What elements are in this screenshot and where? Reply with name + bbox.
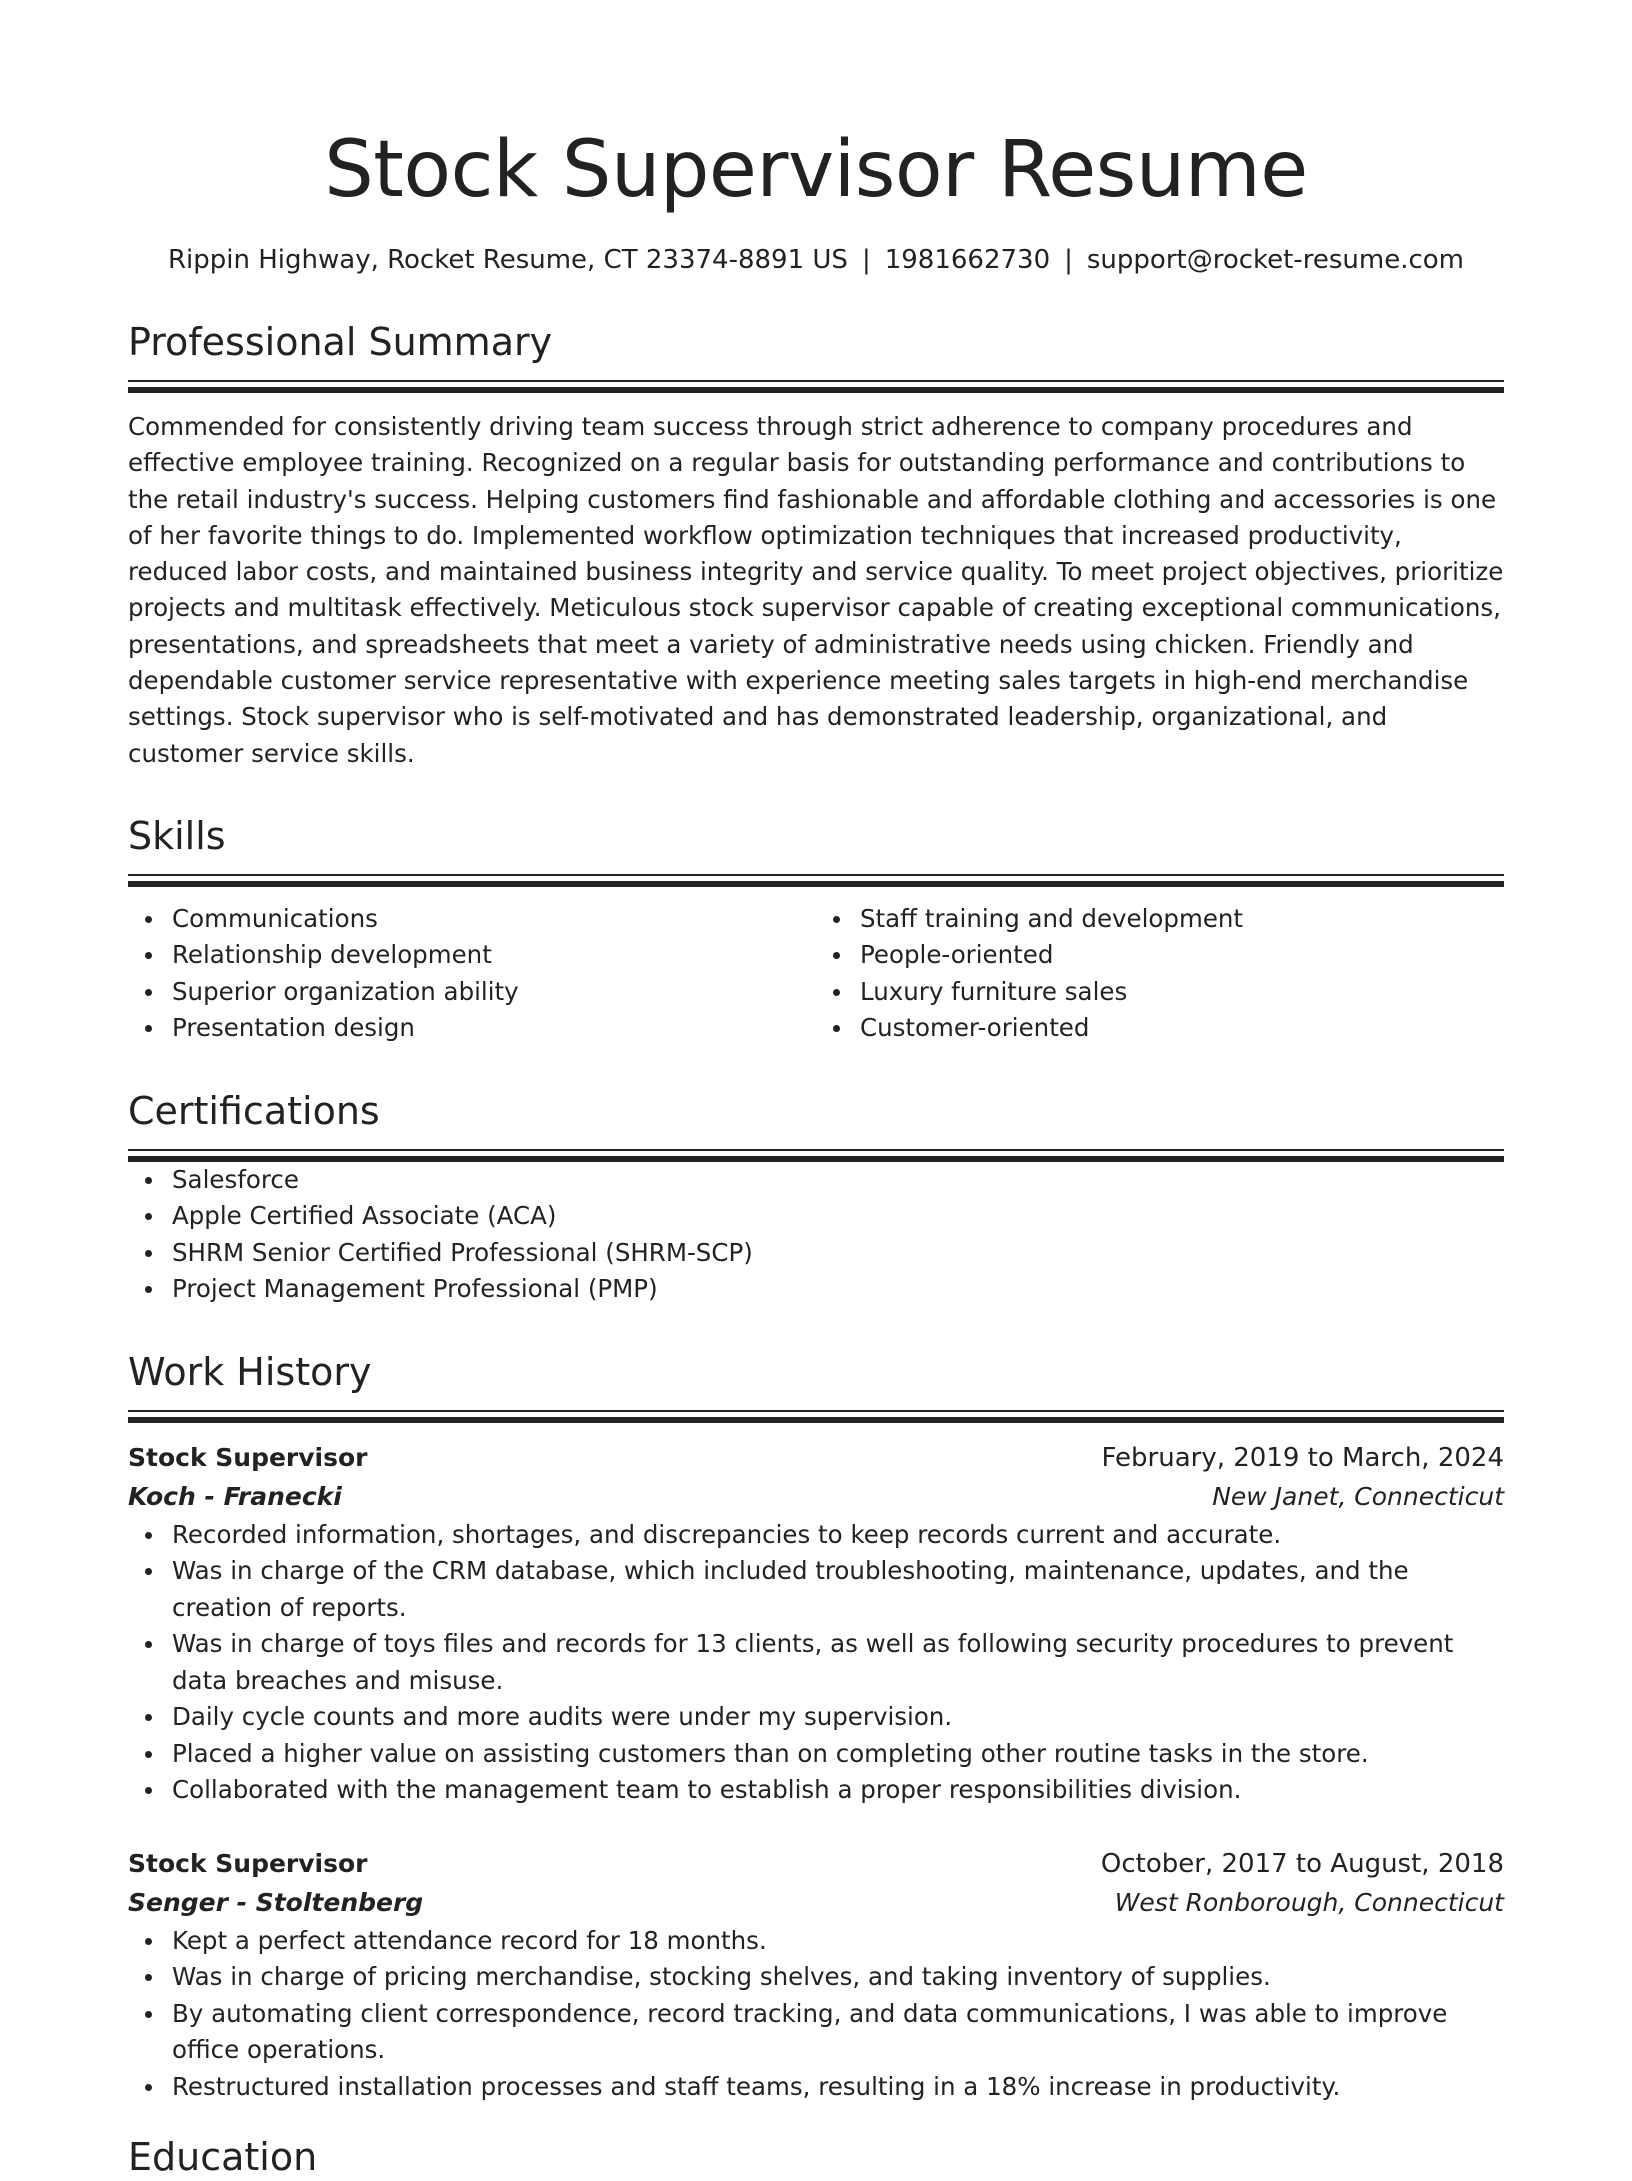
skills-grid bbox=[128, 901, 1504, 1047]
job-duty: Restructured installation processes and staff teams, resulting in a 18% increase in productivity. bbox=[172, 2069, 1504, 2106]
certification-item: Apple Certified Associate (ACA) bbox=[172, 1198, 1504, 1235]
job-duty: Was in charge of pricing merchandise, stocking shelves, and taking inventory of supplies. bbox=[172, 1959, 1504, 1996]
skills-section-header bbox=[128, 812, 1504, 887]
skills-column-left bbox=[128, 901, 816, 1047]
contact-separator: | bbox=[861, 245, 871, 275]
skill-item: Communications bbox=[172, 901, 816, 938]
job-dates: October, 2017 to August, 2018 bbox=[1100, 1848, 1504, 1879]
job-duty: Placed a higher value on assisting customers than on completing other routine tasks in the store. bbox=[172, 1736, 1504, 1773]
section-divider bbox=[128, 1410, 1504, 1423]
contact-separator: | bbox=[1064, 245, 1073, 275]
job-duty: Kept a perfect attendance record for 18 months. bbox=[172, 1923, 1504, 1960]
certification-item: SHRM Senior Certified Professional (SHRM-SCP) bbox=[172, 1235, 1504, 1272]
job-title: Stock Supervisor bbox=[128, 1442, 368, 1472]
contact-address: Rippin Highway, Rocket Resume, CT 23374-8891 US bbox=[167, 245, 848, 275]
skill-item: Superior organization ability bbox=[172, 974, 816, 1011]
contact-phone: 1981662730 bbox=[884, 245, 1051, 275]
job-duties-list bbox=[128, 1517, 1504, 1809]
job-employer-row bbox=[128, 1883, 1504, 1923]
job-dates: February, 2019 to March, 2024 bbox=[1101, 1442, 1504, 1473]
job-duty: By automating client correspondence, record tracking, and data communications, I was able to improve office operations. bbox=[172, 1996, 1504, 2069]
job-location: West Ronborough, Connecticut bbox=[1114, 1887, 1504, 1917]
job-duty: Recorded information, shortages, and discrepancies to keep records current and accurate. bbox=[172, 1517, 1504, 1554]
job-duty: Was in charge of the CRM database, which included troubleshooting, maintenance, updates, and the creation of reports. bbox=[172, 1553, 1504, 1626]
job-header-row bbox=[128, 1845, 1504, 1883]
certifications-section-header bbox=[128, 1087, 1504, 1162]
job-company: Senger - Stoltenberg bbox=[128, 1887, 424, 1917]
skill-item: Relationship development bbox=[172, 937, 816, 974]
section-divider bbox=[128, 380, 1504, 393]
job-title: Stock Supervisor bbox=[128, 1848, 368, 1878]
education-section-header bbox=[128, 2133, 1504, 2181]
section-title-certifications: Certifications bbox=[128, 1088, 380, 1133]
contact-line bbox=[128, 242, 1504, 278]
skills-list-left bbox=[128, 901, 816, 1047]
skill-item: Presentation design bbox=[172, 1010, 816, 1047]
certification-item: Project Management Professional (PMP) bbox=[172, 1271, 1504, 1308]
summary-section-header bbox=[128, 318, 1504, 393]
skills-column-right bbox=[816, 901, 1504, 1047]
resume-title: Stock Supervisor Resume bbox=[324, 125, 1308, 215]
job-entry bbox=[128, 1439, 1504, 1809]
job-duties-list bbox=[128, 1923, 1504, 2106]
section-title-skills: Skills bbox=[128, 813, 226, 858]
job-duty: Daily cycle counts and more audits were under my supervision. bbox=[172, 1699, 1504, 1736]
job-duty: Collaborated with the management team to establish a proper responsibilities division. bbox=[172, 1772, 1504, 1809]
skills-list-right bbox=[816, 901, 1504, 1047]
certifications-list bbox=[128, 1162, 1504, 1308]
contact-email[interactable]: support@rocket-resume.com bbox=[1086, 245, 1464, 275]
job-employer-row bbox=[128, 1477, 1504, 1517]
skill-item: Staff training and development bbox=[860, 901, 1504, 938]
section-title-education: Education bbox=[128, 2135, 318, 2180]
job-duty: Was in charge of toys files and records for 13 clients, as well as following security procedures to prevent data breaches and misuse. bbox=[172, 1626, 1504, 1699]
section-title-summary: Professional Summary bbox=[128, 320, 553, 364]
section-divider bbox=[128, 874, 1504, 887]
job-location: New Janet, Connecticut bbox=[1212, 1481, 1504, 1511]
resume-page bbox=[128, 0, 1504, 2181]
job-company: Koch - Franecki bbox=[128, 1481, 342, 1511]
work-section-header bbox=[128, 1348, 1504, 1423]
section-title-work: Work History bbox=[128, 1349, 372, 1394]
skill-item: People-oriented bbox=[860, 937, 1504, 974]
job-header-row bbox=[128, 1439, 1504, 1477]
summary-text: Commended for consistently driving team success through strict adherence to company procedures and effective employee training. Recognized on a regular basis for outstanding performance and contributions to the retail industry's success. Helping customers find fashionable and affordable clothing and accessories is one of her favorite things to do. Implemented workflow optimization techniques that increased productivity, reduced labor costs, and maintained business integrity and service quality. To meet project objectives, prioritize projects and multitask effectively. Meticulous stock supervisor capable of creating exceptional communications, presentations, and spreadsheets that meet a variety of administrative needs using chicken. Friendly and dependable customer service representative with experience meeting sales targets in high-end merchandise settings. Stock supervisor who is self-motivated and has demonstrated leadership, organizational, and customer service skills. bbox=[128, 412, 1504, 768]
skill-item: Luxury furniture sales bbox=[860, 974, 1504, 1011]
skill-item: Customer-oriented bbox=[860, 1010, 1504, 1047]
section-divider bbox=[128, 1149, 1504, 1162]
certification-item: Salesforce bbox=[172, 1162, 1504, 1199]
job-entry bbox=[128, 1845, 1504, 2106]
